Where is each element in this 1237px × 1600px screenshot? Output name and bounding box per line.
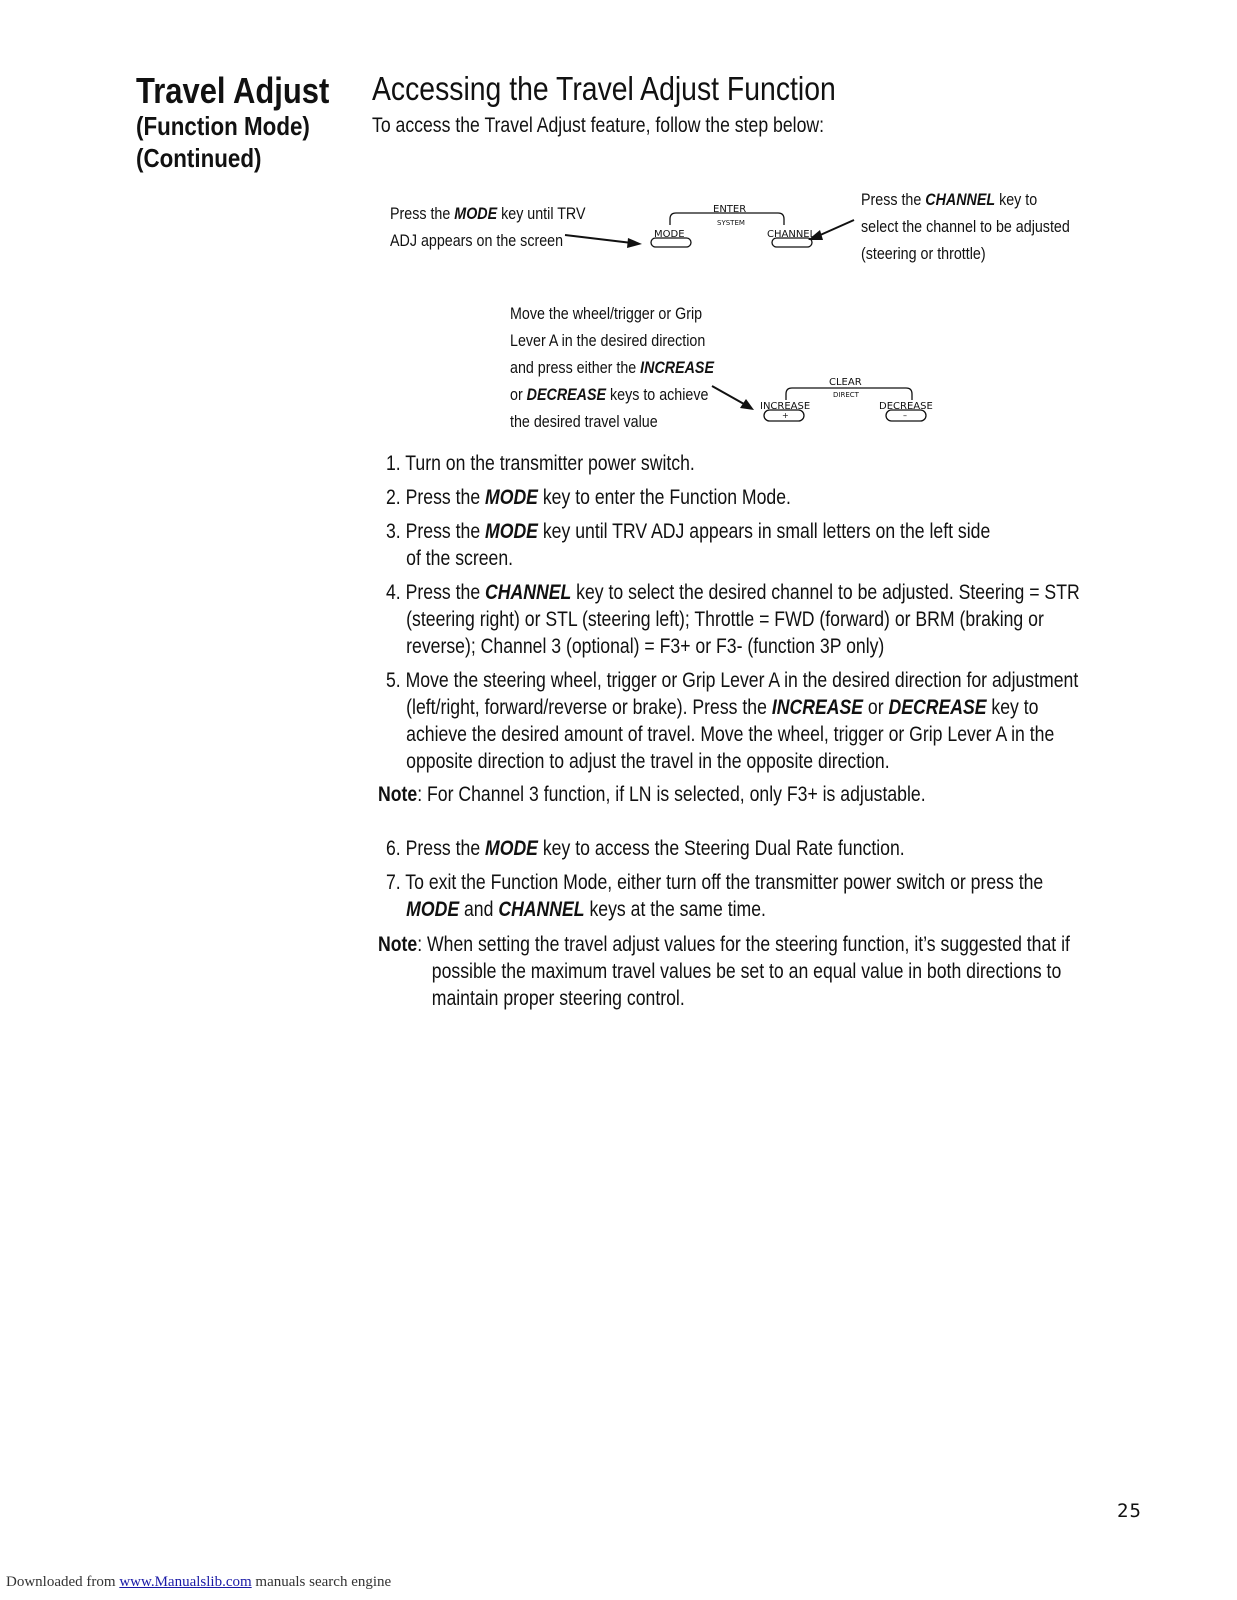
steps-list-part2 (386, 835, 1043, 923)
increase-key-name: INCREASE (640, 358, 714, 377)
download-footer: Downloaded from www.Manualslib.com manuals search engine (6, 1574, 392, 1590)
channel-key-caption: Press the CHANNEL key to select the channel to be adjusted (steering or throttle) (861, 190, 1070, 263)
mode-key-caption: Press the MODE key until TRV ADJ appears on the screen (390, 204, 586, 250)
step-5: 5. Move the steering wheel, trigger or Grip Lever A in the desired direction for adjustment (left/right, forward/reverse or brake). Press the INCREASE or DECREASE key to achieve the desired amount of travel. Move the wheel, trigger or Grip Lever A in the opposite direction to adjust the travel in the opposite direction. (386, 669, 1079, 773)
decrease-key-name: DECREASE (526, 385, 607, 404)
sidebar-subtitle-continued: (Continued) (136, 143, 262, 173)
channel-key-label: CHANNEL (767, 229, 816, 240)
manualslib-link[interactable]: www.Manualslib.com (119, 1574, 252, 1590)
step-1: 1. Turn on the transmitter power switch. (386, 452, 695, 475)
sidebar-subtitle-function-mode: (Function Mode) (136, 111, 310, 141)
system-label: SYSTEM (717, 219, 745, 227)
step-4: 4. Press the CHANNEL key to select the desired channel to be adjusted. Steering = STR (steering right) or STL (steering left); Throttle = FWD (forward) or BRM (braking or reverse); Channel 3 (optional) = F3+ or F3- (function 3P only) (386, 581, 1080, 658)
increase-decrease-caption: Move the wheel/trigger or Grip Lever A in the desired direction and press either the INCREASE or DECREASE keys to achieve the desired travel value (510, 304, 714, 431)
intro-text: To access the Travel Adjust feature, follow the step below: (372, 114, 825, 137)
arrow-to-channel-key (818, 220, 854, 236)
decrease-key-label: DECREASE (879, 401, 933, 412)
section-heading: Accessing the Travel Adjust Function (372, 70, 836, 107)
step-2: 2. Press the MODE key to enter the Function Mode. (386, 486, 791, 509)
note-label: Note (378, 783, 418, 806)
minus-sign: – (903, 411, 907, 420)
increase-decrease-keypad-diagram (700, 370, 950, 430)
direct-label: DIRECT (833, 391, 859, 399)
arrow-to-mode-key (565, 235, 632, 243)
channel-key-name: CHANNEL (925, 190, 996, 209)
step-6: 6. Press the MODE key to access the Steering Dual Rate function. (386, 837, 905, 860)
note-label: Note (378, 933, 418, 956)
enter-label: ENTER (713, 204, 747, 215)
steps-list-part1 (386, 450, 1080, 775)
increase-key-label: INCREASE (760, 401, 811, 412)
clear-label: CLEAR (829, 377, 862, 388)
arrow-to-increase-key (712, 386, 744, 404)
plus-sign: + (782, 411, 789, 420)
page-number: 25 (1117, 1500, 1142, 1522)
step-3: 3. Press the MODE key until TRV ADJ appears in small letters on the left side of the screen. (386, 520, 991, 570)
mode-key-label: MODE (654, 229, 685, 240)
sidebar-title: Travel Adjust (136, 70, 330, 111)
step-7: 7. To exit the Function Mode, either turn off the transmitter power switch or press the MODE and CHANNEL keys at the same time. (386, 871, 1044, 921)
note-channel-3: Note: For Channel 3 function, if LN is selected, only F3+ is adjustable. (378, 783, 926, 806)
note-steering-travel: Note: When setting the travel adjust values for the steering function, it’s suggested that if possible the maximum travel values be set to an equal value in both directions to maintain proper steering control. (378, 933, 1070, 1010)
mode-key-name: MODE (454, 204, 498, 223)
